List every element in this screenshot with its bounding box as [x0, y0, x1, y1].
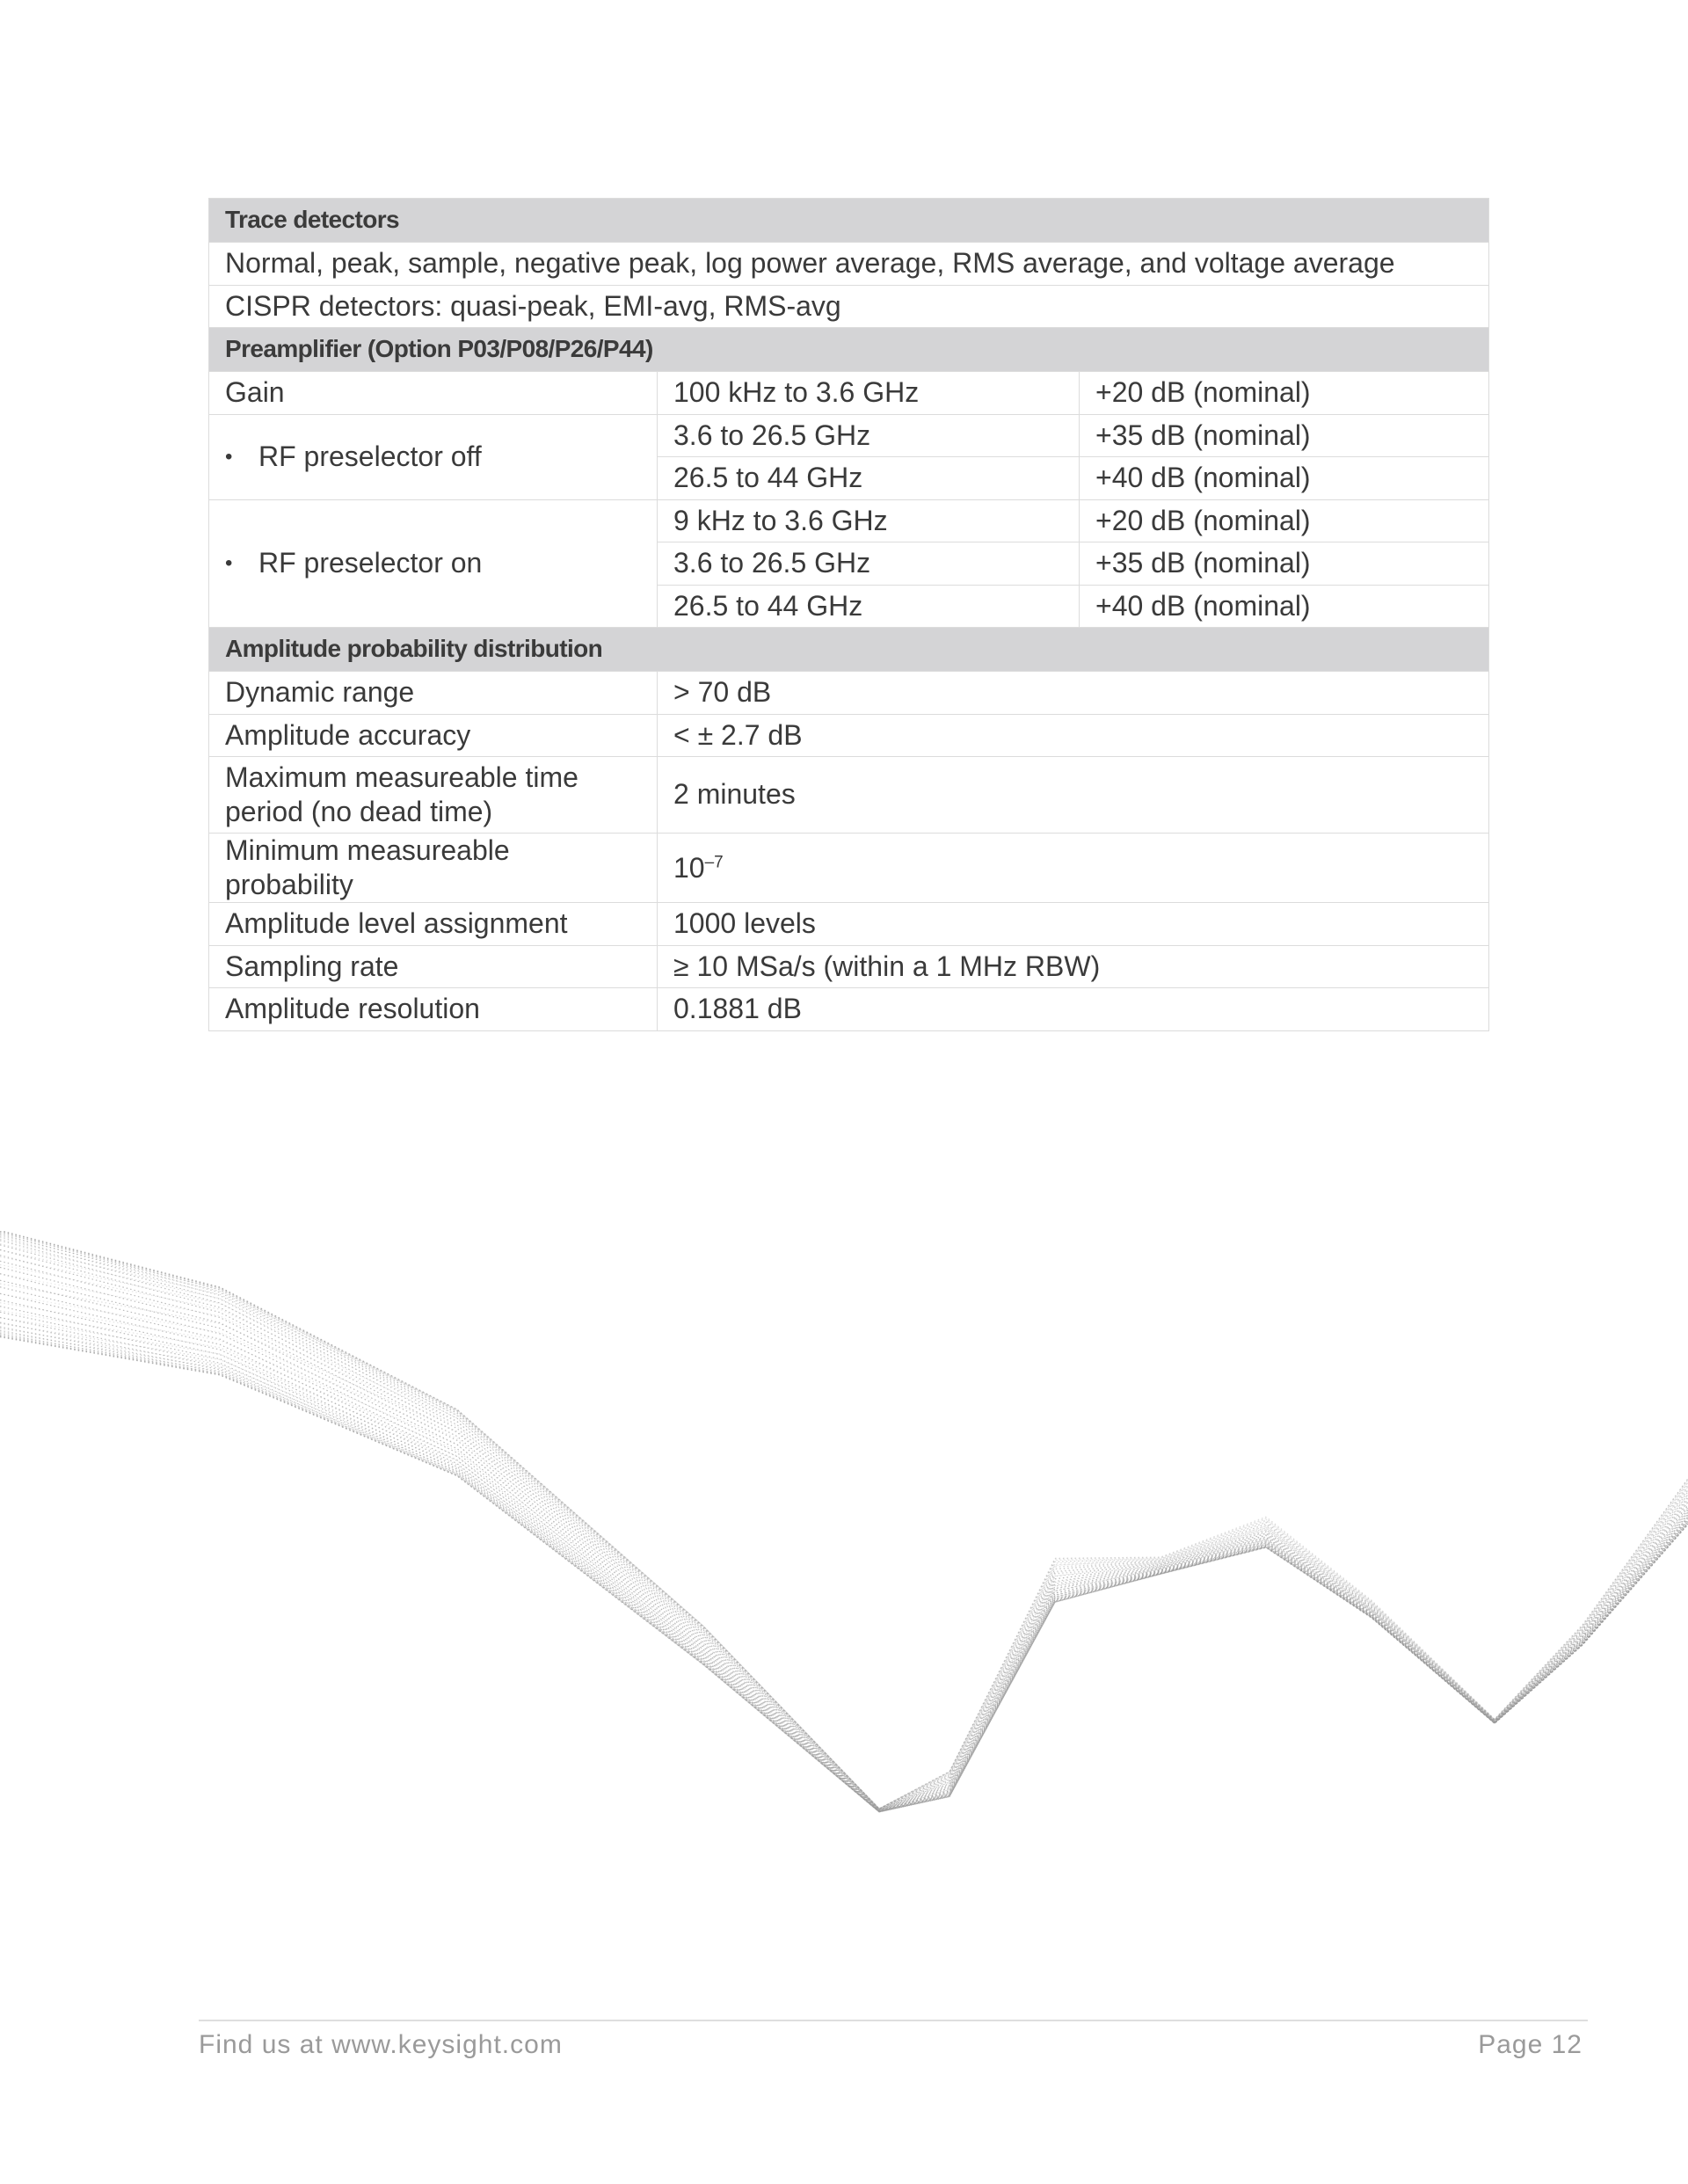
wave-line	[0, 1327, 1688, 1812]
wave-line	[0, 1245, 1688, 1810]
section-apd	[209, 628, 1489, 672]
wave-line	[0, 1267, 1688, 1810]
rf-preselector-on-text: RF preselector on	[258, 547, 483, 579]
table-row	[209, 757, 1489, 834]
freq-range: 26.5 to 44 GHz	[658, 585, 1080, 628]
footer-divider	[199, 2020, 1588, 2021]
wave-line	[0, 1234, 1688, 1809]
trace-detectors-list: Normal, peak, sample, negative peak, log power average, RMS average, and voltage average	[209, 243, 1489, 286]
wave-line	[0, 1231, 1688, 1809]
rf-preselector-off-label	[209, 414, 658, 499]
wave-line	[0, 1239, 1688, 1809]
freq-range: 9 kHz to 3.6 GHz	[658, 499, 1080, 542]
section-trace-detectors	[209, 199, 1489, 243]
wave-line	[0, 1335, 1688, 1811]
wave-line	[0, 1284, 1688, 1809]
wave-line	[0, 1329, 1688, 1811]
spec-value: 2 minutes	[658, 757, 1489, 834]
wave-line	[0, 1303, 1688, 1810]
probability-base: 10	[673, 851, 705, 884]
table-row	[209, 372, 1489, 415]
table-row	[209, 243, 1489, 286]
table-row	[209, 903, 1489, 946]
spec-value: 1000 levels	[658, 903, 1489, 946]
spec-value: ≥ 10 MSa/s (within a 1 MHz RBW)	[658, 945, 1489, 988]
section-preamplifier	[209, 328, 1489, 372]
freq-range: 3.6 to 26.5 GHz	[658, 414, 1080, 457]
spec-label: Sampling rate	[209, 945, 658, 988]
spec-label: Amplitude resolution	[209, 988, 658, 1031]
section-header: Amplitude probability distribution	[209, 628, 1489, 672]
wave-line	[0, 1284, 1688, 1809]
wave-line	[0, 1250, 1688, 1810]
footer-website: Find us at www.keysight.com	[199, 2030, 563, 2059]
wave-line	[0, 1264, 1688, 1809]
gain-value: +35 dB (nominal)	[1080, 414, 1489, 457]
table-row	[209, 714, 1489, 757]
gain-value: +20 dB (nominal)	[1080, 499, 1489, 542]
spec-label: Minimum measureable probability	[209, 834, 658, 903]
table-row	[209, 834, 1489, 903]
wave-line	[0, 1300, 1688, 1812]
wave-line	[0, 1332, 1688, 1811]
wave-line	[0, 1312, 1688, 1811]
wave-line	[0, 1235, 1688, 1809]
freq-range: 26.5 to 44 GHz	[658, 457, 1080, 500]
wave-line	[0, 1237, 1688, 1809]
wave-line	[0, 1274, 1688, 1809]
table-row	[209, 945, 1489, 988]
gain-range: 100 kHz to 3.6 GHz	[658, 372, 1080, 415]
spec-value	[658, 834, 1489, 903]
table-row	[209, 414, 1489, 457]
wave-line	[0, 1336, 1688, 1812]
decorative-wave-graphic	[0, 1231, 1688, 2005]
cispr-detectors-list: CISPR detectors: quasi-peak, EMI-avg, RMS-avg	[209, 285, 1489, 328]
rf-preselector-on-label	[209, 499, 658, 628]
gain-value: +35 dB (nominal)	[1080, 542, 1489, 586]
probability-exponent: –7	[704, 852, 724, 871]
gain-label: Gain	[209, 372, 658, 415]
wave-line	[0, 1322, 1688, 1812]
wave-line	[0, 1261, 1688, 1810]
wave-line	[0, 1337, 1688, 1812]
rf-preselector-off-text: RF preselector off	[258, 440, 482, 472]
spec-value: < ± 2.7 dB	[658, 714, 1489, 757]
wave-line	[0, 1244, 1688, 1809]
gain-value: +40 dB (nominal)	[1080, 585, 1489, 628]
wave-line	[0, 1311, 1688, 1810]
wave-line	[0, 1231, 1688, 1809]
wave-line	[0, 1336, 1688, 1811]
gain-value: +40 dB (nominal)	[1080, 457, 1489, 500]
spec-value: > 70 dB	[658, 672, 1489, 715]
freq-range: 3.6 to 26.5 GHz	[658, 542, 1080, 586]
wave-line	[0, 1323, 1688, 1810]
spec-label: Amplitude accuracy	[209, 714, 658, 757]
spec-label: Amplitude level assignment	[209, 903, 658, 946]
wave-line	[0, 1231, 1688, 1809]
wave-line	[0, 1318, 1688, 1811]
wave-line	[0, 1250, 1688, 1809]
spec-value: 0.1881 dB	[658, 988, 1489, 1031]
wave-line	[0, 1293, 1688, 1811]
section-header: Trace detectors	[209, 199, 1489, 243]
wave-line	[0, 1293, 1688, 1809]
bullet-icon: •	[225, 444, 233, 469]
wave-line	[0, 1241, 1688, 1809]
page-number: Page 12	[1478, 2030, 1582, 2059]
table-row	[209, 988, 1489, 1031]
wave-line	[0, 1307, 1688, 1812]
wave-line	[0, 1336, 1688, 1811]
table-row	[209, 499, 1489, 542]
wave-lines	[0, 1231, 1688, 1812]
spec-label: Maximum measureable time period (no dead time)	[209, 757, 658, 834]
wave-line	[0, 1330, 1688, 1812]
wave-line	[0, 1318, 1688, 1812]
wave-line	[0, 1274, 1688, 1811]
spec-label: Dynamic range	[209, 672, 658, 715]
section-header: Preamplifier (Option P03/P08/P26/P44)	[209, 328, 1489, 372]
wave-line	[0, 1256, 1688, 1810]
table-row	[209, 285, 1489, 328]
wave-line	[0, 1256, 1688, 1809]
table-row	[209, 672, 1489, 715]
gain-value: +20 dB (nominal)	[1080, 372, 1489, 415]
bullet-icon: •	[225, 551, 233, 576]
spec-table	[208, 198, 1489, 1031]
wave-line	[0, 1334, 1688, 1812]
wave-line	[0, 1232, 1688, 1809]
